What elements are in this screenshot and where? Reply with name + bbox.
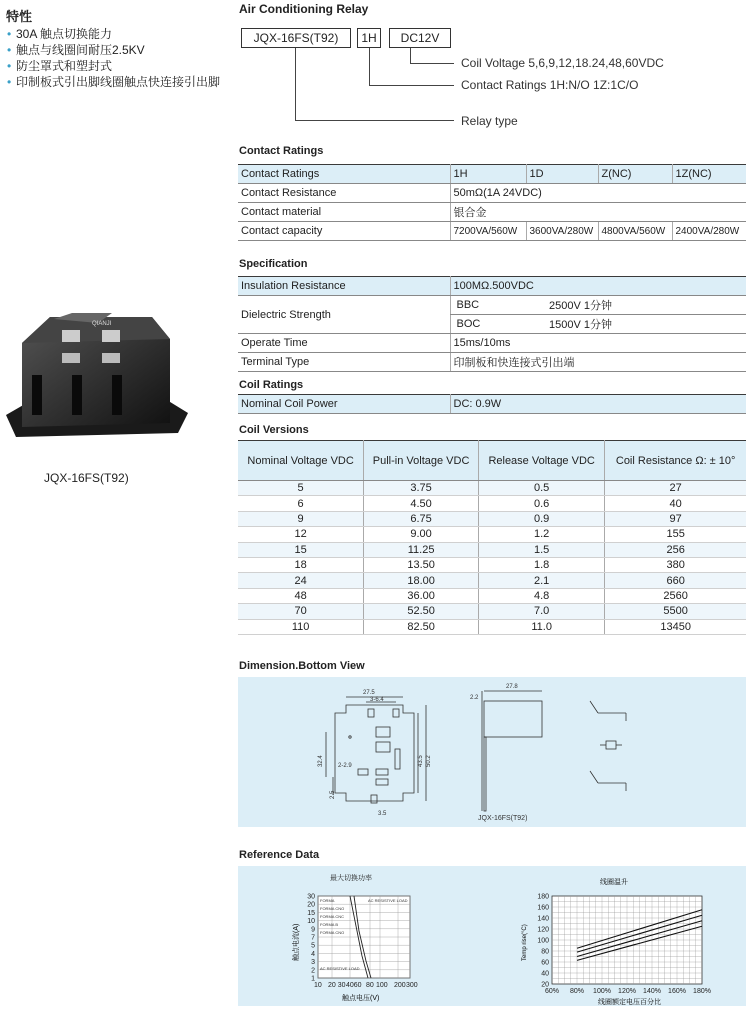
table-row: [238, 496, 746, 511]
cell: 1D: [526, 165, 598, 184]
dim-h3: 50.2: [426, 755, 432, 767]
row-label: Contact Ratings: [238, 165, 450, 184]
table-cell: 15: [238, 542, 364, 557]
table-cell: 40: [605, 496, 746, 511]
features-list: [6, 26, 220, 90]
table-cell: 11.25: [364, 542, 479, 557]
table-cell: 5500: [605, 604, 746, 619]
part-contact-box: 1H: [357, 28, 381, 48]
chart1-ytick: 3: [311, 959, 315, 967]
table-row: [238, 588, 746, 603]
dim-offset: 2.5: [330, 790, 336, 799]
chart1-ytick: 5: [311, 942, 315, 950]
table-cell: 4.50: [364, 496, 479, 511]
table-cell: 3.75: [364, 481, 479, 496]
table-cell: 27: [605, 481, 746, 496]
dim-bottom: 3.5: [378, 811, 387, 817]
cell: 1500V 1分钟: [546, 315, 746, 334]
chart2-ytick: 100: [537, 937, 549, 945]
cell: 印制板和快连接式引出端: [450, 353, 746, 372]
table-row: [238, 203, 746, 222]
chart1-title: 最大切换功率: [330, 875, 372, 882]
table-cell: 2560: [605, 588, 746, 603]
dimension-drawing: [238, 677, 746, 827]
table-cell: 12: [238, 527, 364, 542]
leader-line: [410, 48, 411, 64]
chart2-ytick: 60: [541, 959, 549, 967]
coil-versions-table: [238, 440, 746, 635]
table-row: [238, 619, 746, 634]
table-row: [238, 277, 746, 296]
coil-versions-heading: Coil Versions: [239, 424, 309, 436]
specification-heading: Specification: [239, 258, 308, 270]
chart1-xtick: 200: [394, 982, 406, 989]
table-cell: 380: [605, 557, 746, 572]
cell: 3600VA/280W: [526, 222, 598, 241]
table-cell: 52.50: [364, 604, 479, 619]
feature-item: • 30A 触点切换能力: [6, 26, 220, 42]
cell: 50mΩ(1A 24VDC): [450, 184, 746, 203]
chart2-xlabel: 线圈额定电压百分比: [598, 999, 661, 1006]
specification-table: [238, 276, 746, 372]
contact-ratings-table: [238, 164, 746, 241]
chart2-title: 线圈温升: [600, 879, 628, 886]
side-view-caption: JQX-16FS(T92): [478, 815, 528, 822]
table-row: [238, 511, 746, 526]
part-voltage-box: DC12V: [389, 28, 451, 48]
cell: 4800VA/560W: [598, 222, 672, 241]
table-cell: 7.0: [478, 604, 604, 619]
table-row: [238, 222, 746, 241]
table-row: [238, 604, 746, 619]
table-cell: 70: [238, 604, 364, 619]
table-cell: 97: [605, 511, 746, 526]
chart2-xtick: 120%: [618, 988, 636, 995]
chart1-legend-label: FORMA CNC: [320, 914, 344, 919]
row-label: Operate Time: [238, 334, 450, 353]
chart1-legend-label: AC RESISTIVE LOAD: [320, 966, 360, 971]
chart1-ylabel: 触点电流(A): [293, 923, 300, 961]
dim-h2: 43.5: [418, 755, 424, 767]
chart1-ytick: 4: [311, 950, 315, 958]
table-row: [238, 481, 746, 496]
table-cell: 6: [238, 496, 364, 511]
coil-ratings-table: [238, 394, 746, 414]
column-header: Release Voltage VDC: [478, 441, 604, 481]
cell: 7200VA/560W: [450, 222, 526, 241]
cell: DC: 0.9W: [450, 395, 746, 414]
table-cell: 48: [238, 588, 364, 603]
cell: 2400VA/280W: [672, 222, 746, 241]
table-header-row: [238, 441, 746, 481]
chart1-ytick: 1: [311, 975, 315, 983]
contact-ratings-heading: Contact Ratings: [239, 145, 324, 157]
table-cell: 0.6: [478, 496, 604, 511]
chart2-xtick: 100%: [593, 988, 611, 995]
chart1-legend-label: AC RESISTIVE LOAD: [368, 898, 408, 903]
chart1-xtick: 80: [366, 982, 374, 989]
chart1-ytick: 9: [311, 926, 315, 934]
dim-side-thick: 2.2: [470, 695, 479, 701]
chart2-xtick: 140%: [643, 988, 661, 995]
table-row: [238, 542, 746, 557]
reference-panel: [238, 866, 746, 1006]
dim-pitch: 3-6.4: [370, 697, 384, 703]
photo-caption: JQX-16FS(T92): [44, 471, 129, 485]
table-row: [238, 573, 746, 588]
features-title: 特性: [6, 9, 33, 24]
chart1-xtick: 10: [314, 982, 322, 989]
cell: 100MΩ.500VDC: [450, 277, 746, 296]
column-header: Nominal Voltage VDC: [238, 441, 364, 481]
chart2-ytick: 180: [537, 893, 549, 901]
chart1-ytick: 2: [311, 967, 315, 975]
table-cell: 2.1: [478, 573, 604, 588]
table-row: [238, 165, 746, 184]
reference-charts: [238, 866, 746, 1006]
photo-brand: QIANJI: [92, 321, 112, 327]
page-title: Air Conditioning Relay: [239, 2, 369, 16]
leader-line: [410, 63, 454, 64]
table-cell: 9.00: [364, 527, 479, 542]
chart1-ytick: 10: [307, 918, 315, 926]
chart2-ytick: 120: [537, 926, 549, 934]
chart1-ytick: 20: [307, 901, 315, 909]
table-cell: 13.50: [364, 557, 479, 572]
chart1-legend-label: FORMA CNO: [320, 930, 345, 935]
table-row: [238, 184, 746, 203]
table-row: [238, 296, 746, 315]
table-cell: 5: [238, 481, 364, 496]
table-cell: 0.9: [478, 511, 604, 526]
dim-side-width: 27.8: [506, 684, 518, 690]
coil-ratings-heading: Coil Ratings: [239, 379, 304, 391]
chart1-xlabel: 触点电压(V): [342, 995, 380, 1002]
leader-line: [295, 48, 296, 121]
chart1-xtick: 300: [406, 982, 418, 989]
row-label: Terminal Type: [238, 353, 450, 372]
chart2-ytick: 40: [541, 970, 549, 978]
table-cell: 110: [238, 619, 364, 634]
table-row: [238, 353, 746, 372]
table-cell: 11.0: [478, 619, 604, 634]
leader-line: [369, 48, 370, 86]
chart1-ytick: 30: [307, 893, 315, 901]
row-label: Contact capacity: [238, 222, 450, 241]
table-cell: 0.5: [478, 481, 604, 496]
chart2-xtick: 80%: [569, 988, 585, 995]
table-cell: 4.8: [478, 588, 604, 603]
feature-item: • 防尘罩式和塑封式: [6, 58, 220, 74]
chart1-legend-label: FORMA B: [320, 922, 339, 927]
column-header: Pull-in Voltage VDC: [364, 441, 479, 481]
chart1-ytick: 15: [307, 909, 315, 917]
row-label: Dielectric Strength: [238, 296, 450, 334]
table-cell: 36.00: [364, 588, 479, 603]
part-model-box: JQX-16FS(T92): [241, 28, 351, 48]
chart1-xtick: 20 30: [328, 982, 346, 989]
leader-line: [295, 120, 454, 121]
table-cell: 18: [238, 557, 364, 572]
dim-width: 27.5: [363, 690, 375, 696]
dim-pin: 2-2.9: [338, 763, 352, 769]
cell: BOC: [450, 315, 546, 334]
cell: 银合金: [450, 203, 746, 222]
table-cell: 256: [605, 542, 746, 557]
relay-photo: [2, 305, 192, 460]
chart2-xtick: 60%: [544, 988, 560, 995]
cell: 1H: [450, 165, 526, 184]
cell: Z(NC): [598, 165, 672, 184]
table-cell: 9: [238, 511, 364, 526]
cell: 15ms/10ms: [450, 334, 746, 353]
chart2-xtick: 160%: [668, 988, 686, 995]
table-cell: 1.5: [478, 542, 604, 557]
dimension-panel: [238, 677, 746, 827]
chart2-ytick: 160: [537, 904, 549, 912]
dimension-heading: Dimension.Bottom View: [239, 660, 365, 672]
table-cell: 1.8: [478, 557, 604, 572]
cell: 2500V 1分钟: [546, 296, 746, 315]
relay-type-label: Relay type: [461, 114, 518, 128]
column-header: Coil Resistance Ω: ± 10°: [605, 441, 746, 481]
table-cell: 660: [605, 573, 746, 588]
table-row: [238, 334, 746, 353]
dim-h1: 32.4: [318, 755, 324, 767]
table-row: [238, 395, 746, 414]
table-cell: 24: [238, 573, 364, 588]
chart1-xtick: 4060: [346, 982, 362, 989]
table-cell: 155: [605, 527, 746, 542]
chart2-ytick: 20: [541, 981, 549, 989]
chart1-ytick: 7: [311, 934, 315, 942]
table-cell: 6.75: [364, 511, 479, 526]
row-label: Nominal Coil Power: [238, 395, 450, 414]
chart2-ylabel: Temp rise(°C): [522, 924, 528, 961]
reference-heading: Reference Data: [239, 849, 320, 861]
row-label: Insulation Resistance: [238, 277, 450, 296]
leader-line: [369, 85, 454, 86]
chart1-legend-label: FORMA: [320, 898, 335, 903]
table-cell: 1.2: [478, 527, 604, 542]
row-label: Contact Resistance: [238, 184, 450, 203]
contact-ratings-label: Contact Ratings 1H:N/O 1Z:1C/O: [461, 78, 639, 92]
feature-item: • 触点与线圈间耐压2.5KV: [6, 42, 220, 58]
chart1-legend-label: FORMA CNO: [320, 906, 345, 911]
table-cell: 18.00: [364, 573, 479, 588]
cell: 1Z(NC): [672, 165, 746, 184]
chart2-ytick: 80: [541, 948, 549, 956]
feature-item: • 印制板式引出脚线圈触点快连接引出脚: [6, 74, 220, 90]
table-cell: 82.50: [364, 619, 479, 634]
table-cell: 13450: [605, 619, 746, 634]
cell: BBC: [450, 296, 546, 315]
row-label: Contact material: [238, 203, 450, 222]
chart2-ytick: 140: [537, 915, 549, 923]
table-row: [238, 557, 746, 572]
chart2-xtick: 180%: [693, 988, 711, 995]
coil-voltage-label: Coil Voltage 5,6,9,12,18.24,48,60VDC: [461, 56, 664, 70]
table-row: [238, 527, 746, 542]
chart1-xtick: 100: [376, 982, 388, 989]
